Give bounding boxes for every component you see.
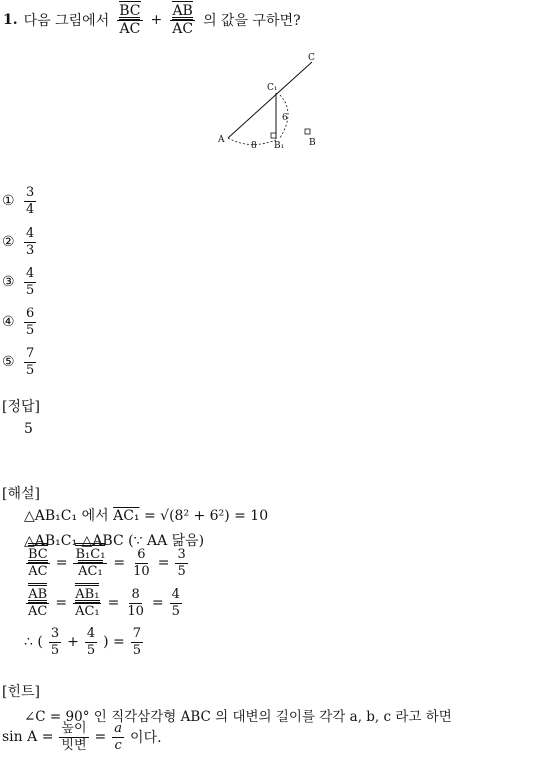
option-5-denominator: 5 xyxy=(26,362,35,378)
hint-num2: a xyxy=(114,721,123,736)
frac2-numerator: AB xyxy=(172,0,192,19)
option-4[interactable] xyxy=(2,307,38,337)
frac1-denominator: AC xyxy=(119,17,140,37)
explanation-line-2: △AB₁C₁ △ABC (∵ AA 닮음) xyxy=(24,533,205,549)
option-3-mark: ③ xyxy=(2,274,15,291)
line5-d3: 5 xyxy=(132,642,142,658)
right-angle-mark-b1 xyxy=(271,133,276,138)
right-angle-mark-b xyxy=(305,129,310,134)
line3-den2: AC₁ xyxy=(78,560,103,579)
label-6: 6 xyxy=(282,113,288,123)
explanation-line-4: $\frac{AB}{AC}$ = $\frac{\text{AB₁}}{\text{AC₁}}$ = $\frac{8}{10}$ = $\frac{4}{5}$ xyxy=(24,588,184,618)
frac1-numerator: BC xyxy=(119,0,140,19)
option-3[interactable] xyxy=(2,267,38,297)
label-a: A xyxy=(218,135,225,145)
explanation-line-5 xyxy=(24,627,145,657)
hint-den2: c xyxy=(114,737,122,753)
line3-num3: 6 xyxy=(137,547,146,562)
explanation-label: [해설] xyxy=(2,486,40,502)
line5-n1: 3 xyxy=(50,626,60,641)
line3-num4: 3 xyxy=(177,547,186,562)
question-number: 1. xyxy=(3,12,18,29)
triangle-diagram xyxy=(210,50,330,155)
option-5-mark: ⑤ xyxy=(2,354,15,371)
label-b: B xyxy=(309,138,316,148)
option-2-numerator: 4 xyxy=(26,226,35,241)
hint-label: [힌트] xyxy=(2,684,40,700)
answer-label: [정답] xyxy=(2,399,40,415)
line4-den3: 10 xyxy=(127,603,144,619)
line4-den2: AC₁ xyxy=(75,600,100,619)
line4-den: AC xyxy=(28,600,47,619)
line5-close: ) = xyxy=(103,634,125,651)
line3-den3: 10 xyxy=(133,563,150,579)
answer-value: 5 xyxy=(24,421,33,437)
line5-n3: 7 xyxy=(132,626,142,641)
line3-den4: 5 xyxy=(177,563,186,579)
line1-mid: 에서 xyxy=(81,508,109,524)
line5-d2: 5 xyxy=(86,642,96,658)
label-c1: C₁ xyxy=(267,83,278,93)
option-1-mark: ① xyxy=(2,193,15,210)
line4-num4: 4 xyxy=(171,587,180,602)
question-fraction-2 xyxy=(170,4,195,36)
hint-equals: = xyxy=(94,729,107,746)
line5-prefix: ∴ ( xyxy=(24,634,43,651)
question-prompt-prefix: 다음 그림에서 xyxy=(23,13,110,30)
hint-num: 높이 xyxy=(61,721,87,736)
line3-den: AC xyxy=(28,560,47,579)
option-3-numerator: 4 xyxy=(26,266,35,281)
hint-suffix: 이다. xyxy=(130,730,162,747)
line3-num: BC xyxy=(28,543,48,562)
hint-line-1: ∠C = 90° 인 직각삼각형 ABC 의 대변의 길이를 각각 a, b, c 라고 하면 xyxy=(24,709,452,725)
option-5[interactable] xyxy=(2,347,38,377)
option-1-numerator: 3 xyxy=(26,185,35,200)
line5-n2: 4 xyxy=(86,626,96,641)
line4-num3: 8 xyxy=(131,587,140,602)
hint-sin-prefix: sin A = xyxy=(2,729,54,746)
question-prompt-suffix: 의 값을 구하면? xyxy=(203,13,301,30)
hint-line-2 xyxy=(2,722,162,752)
line3-num2: B₁C₁ xyxy=(75,543,105,562)
plus-sign: + xyxy=(150,12,163,29)
hint-den: 빗변 xyxy=(61,737,87,753)
line4-num2: AB₁ xyxy=(75,583,99,602)
option-5-numerator: 7 xyxy=(26,346,35,361)
line4-num: AB xyxy=(28,583,47,602)
option-3-denominator: 5 xyxy=(26,282,35,298)
question-fraction-1 xyxy=(117,4,142,36)
label-c: C xyxy=(308,53,315,63)
line5-plus: + xyxy=(67,634,79,651)
line5-d1: 5 xyxy=(50,642,60,658)
label-b1: B₁ xyxy=(274,141,285,151)
explanation-line-1 xyxy=(24,505,268,525)
option-2-mark: ② xyxy=(2,234,15,251)
option-2[interactable] xyxy=(2,227,38,257)
option-4-numerator: 6 xyxy=(26,306,35,321)
line1-segment: AC₁ xyxy=(113,508,140,524)
hypotenuse-line xyxy=(228,62,312,138)
label-8: 8 xyxy=(251,141,257,151)
frac2-denominator: AC xyxy=(172,17,193,37)
line1-triangle: △AB₁C₁ xyxy=(24,508,78,524)
option-4-mark: ④ xyxy=(2,314,15,331)
option-1[interactable] xyxy=(2,186,38,216)
option-1-denominator: 4 xyxy=(26,201,35,217)
line4-den4: 5 xyxy=(171,603,180,619)
explanation-line-3: $\frac{BC}{AC}$ = $\frac{\text{B₁C₁}}{\text{AC₁}}$ = $\frac{6}{10}$ = $\frac{3}{5}$ xyxy=(24,548,190,578)
option-4-denominator: 5 xyxy=(26,322,35,338)
question-line xyxy=(3,4,301,36)
option-2-denominator: 3 xyxy=(26,242,35,258)
line1-equation: = √(8² + 6²) = 10 xyxy=(143,508,269,524)
